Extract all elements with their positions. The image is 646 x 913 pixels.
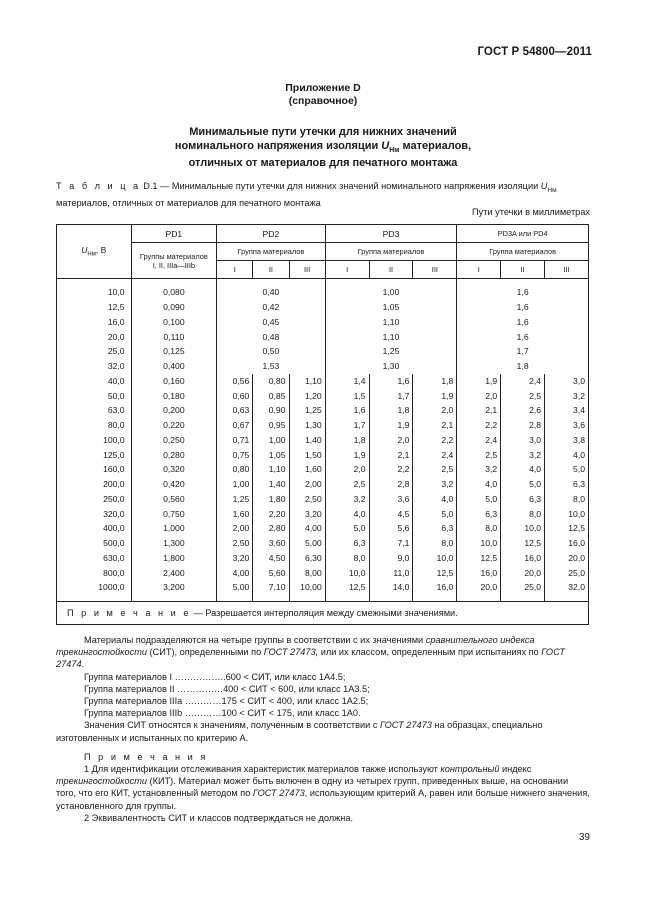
table-cell: 4,0 xyxy=(501,462,545,477)
table-cell: 1,10 xyxy=(325,329,457,344)
table-cell: 2,5 xyxy=(413,462,457,477)
table-row xyxy=(57,418,589,433)
col-pd34-group: Группа материалов xyxy=(457,243,589,261)
table-cell: 1,10 xyxy=(289,374,325,389)
table-cell: 16,0 xyxy=(413,580,457,595)
table-cell: 20,0 xyxy=(457,580,501,595)
table-cell: 2,4 xyxy=(457,433,501,448)
table-cell: 0,750 xyxy=(131,506,217,521)
col-pd2-group: Группа материалов xyxy=(217,243,326,261)
table-row xyxy=(57,388,589,403)
roman-iii: III xyxy=(413,261,457,279)
table-cell: 2,0 xyxy=(369,433,413,448)
table-cell: 4,0 xyxy=(457,477,501,492)
table-row xyxy=(57,359,589,374)
table-cell: 0,56 xyxy=(217,374,253,389)
group-line: Группа материалов IIIb …………100 < СИТ < 175, или класс 1А0. xyxy=(84,708,361,719)
table-row xyxy=(57,551,589,566)
table-row xyxy=(57,374,589,389)
standard-number: ГОСТ Р 54800—2011 xyxy=(477,46,592,58)
table-cell: 200,0 xyxy=(57,477,132,492)
col-pd3: PD3 xyxy=(325,225,457,243)
table-cell: 0,45 xyxy=(217,315,326,330)
table-cell: 2,5 xyxy=(501,388,545,403)
table-cell: 3,2 xyxy=(457,462,501,477)
table-cell: 20,0 xyxy=(545,551,589,566)
table-cell: 0,67 xyxy=(217,418,253,433)
table-cell: 5,00 xyxy=(217,580,253,595)
table-cell: 0,85 xyxy=(253,388,289,403)
roman-ii: II xyxy=(253,261,289,279)
table-cell: 1,800 xyxy=(131,551,217,566)
table-cell: 12,5 xyxy=(457,551,501,566)
table-cell: 1,20 xyxy=(289,388,325,403)
table-cell: 1,05 xyxy=(325,300,457,315)
table-cell: 5,0 xyxy=(325,521,369,536)
table-cell: 6,3 xyxy=(501,492,545,507)
table-cell: 32,0 xyxy=(545,580,589,595)
table-cell: 20,0 xyxy=(501,565,545,580)
annex-title: Приложение D xyxy=(285,82,361,94)
body-text xyxy=(56,634,590,824)
table-cell: 25,0 xyxy=(57,344,132,359)
table-cell: 1,00 xyxy=(253,433,289,448)
table-cell: 4,0 xyxy=(325,506,369,521)
table-cell: 25,0 xyxy=(501,580,545,595)
table-cell: 63,0 xyxy=(57,403,132,418)
table-cell: 3,2 xyxy=(545,388,589,403)
table-cell: 1,10 xyxy=(253,462,289,477)
table-cell: 0,48 xyxy=(217,329,326,344)
col-voltage: $U_{Нм}$, В xyxy=(57,225,132,279)
table-cell: 0,95 xyxy=(253,418,289,433)
table-cell: 3,2 xyxy=(325,492,369,507)
table-cell: 1,25 xyxy=(217,492,253,507)
table-row xyxy=(57,492,589,507)
table-cell: 2,0 xyxy=(325,462,369,477)
table-cell: 4,0 xyxy=(545,447,589,462)
table-cell: 3,20 xyxy=(289,506,325,521)
table-cell: 0,75 xyxy=(217,447,253,462)
table-cell: 500,0 xyxy=(57,536,132,551)
table-cell: 320,0 xyxy=(57,506,132,521)
table-cell: 10,0 xyxy=(325,565,369,580)
table-cell: 800,0 xyxy=(57,565,132,580)
table-cell: 11,0 xyxy=(369,565,413,580)
creepage-table xyxy=(56,224,589,625)
table-cell: 5,0 xyxy=(457,492,501,507)
table-cell: 12,5 xyxy=(501,536,545,551)
table-cell: 1,00 xyxy=(325,285,457,300)
table-cell: 3,4 xyxy=(545,403,589,418)
table-cell: 2,80 xyxy=(253,521,289,536)
table-cell: 0,160 xyxy=(131,374,217,389)
table-cell: 0,280 xyxy=(131,447,217,462)
table-cell: 6,30 xyxy=(289,551,325,566)
annex-note: (справочное) xyxy=(288,95,358,107)
table-cell: 8,0 xyxy=(457,521,501,536)
table-cell: 0,560 xyxy=(131,492,217,507)
table-cell: 1,6 xyxy=(457,300,589,315)
notes-title: П р и м е ч а н и я xyxy=(84,751,208,762)
table-cell: 0,50 xyxy=(217,344,326,359)
table-cell: 1,6 xyxy=(369,374,413,389)
table-cell: 10,0 xyxy=(413,551,457,566)
table-cell: 3,2 xyxy=(413,477,457,492)
table-cell: 0,420 xyxy=(131,477,217,492)
table-cell: 7,10 xyxy=(253,580,289,595)
table-cell: 160,0 xyxy=(57,462,132,477)
heading-line-2: номинального напряжения изоляции $U_{Нм}$ материалов, xyxy=(174,139,472,154)
table-cell: 125,0 xyxy=(57,447,132,462)
table-cell: 2,5 xyxy=(325,477,369,492)
table-cell: 1,05 xyxy=(253,447,289,462)
table-cell: 1,25 xyxy=(289,403,325,418)
table-cell: 5,0 xyxy=(413,506,457,521)
table-cell: 3,0 xyxy=(545,374,589,389)
table-cell: 4,00 xyxy=(217,565,253,580)
table-cell: 3,0 xyxy=(501,433,545,448)
table-cell: 12,5 xyxy=(325,580,369,595)
group-line: Группа материалов I ……………..600 < СИТ, или класс 1А4.5; xyxy=(84,671,346,682)
table-cell: 1,9 xyxy=(325,447,369,462)
table-cell: 14,0 xyxy=(369,580,413,595)
table-cell: 0,180 xyxy=(131,388,217,403)
table-cell: 3,8 xyxy=(545,433,589,448)
paragraph-1: Материалы подразделяются на четыре группы в соответствии с их значениями сравнительного индекса трекингостойкости (СИТ), определенными по ГОСТ 27473, или их классом, определенным при испытаниях по ГОСТ 27474. xyxy=(56,635,566,670)
table-row xyxy=(57,300,589,315)
roman-i: I xyxy=(325,261,369,279)
table-cell: 8,0 xyxy=(325,551,369,566)
table-row xyxy=(57,315,589,330)
table-row xyxy=(57,329,589,344)
table-row xyxy=(57,521,589,536)
table-cell: 4,00 xyxy=(289,521,325,536)
table-row xyxy=(57,447,589,462)
table-cell: 6,3 xyxy=(457,506,501,521)
table-cell: 2,2 xyxy=(413,433,457,448)
table-cell: 1,60 xyxy=(289,462,325,477)
table-cell: 250,0 xyxy=(57,492,132,507)
table-cell: 0,90 xyxy=(253,403,289,418)
table-cell: 0,80 xyxy=(217,462,253,477)
table-cell: 1,60 xyxy=(217,506,253,521)
table-cell: 2,8 xyxy=(369,477,413,492)
roman-ii: II xyxy=(369,261,413,279)
table-cell: 5,0 xyxy=(545,462,589,477)
table-cell: 1,6 xyxy=(325,403,369,418)
table-cell: 1,80 xyxy=(253,492,289,507)
table-row xyxy=(57,462,589,477)
section-heading xyxy=(0,126,646,171)
table-cell: 2,20 xyxy=(253,506,289,521)
table-cell: 2,50 xyxy=(289,492,325,507)
table-cell: 1,50 xyxy=(289,447,325,462)
table-cell: 5,0 xyxy=(501,477,545,492)
table-cell: 20,0 xyxy=(57,329,132,344)
note-2: 2 Эквивалентность СИТ и классов подтверждаться не должна. xyxy=(84,812,354,823)
table-cell: 1000,0 xyxy=(57,580,132,595)
table-cell: 1,10 xyxy=(325,315,457,330)
table-cell: 0,110 xyxy=(131,329,217,344)
table-cell: 6,3 xyxy=(545,477,589,492)
table-cell: 5,6 xyxy=(369,521,413,536)
table-cell: 2,5 xyxy=(457,447,501,462)
table-cell: 1,53 xyxy=(217,359,326,374)
table-cell: 1,40 xyxy=(253,477,289,492)
table-cell: 2,0 xyxy=(413,403,457,418)
table-row xyxy=(57,506,589,521)
table-cell: 16,0 xyxy=(501,551,545,566)
group-line: Группа материалов IIIa …………175 < СИТ < 400, или класс 1А2.5; xyxy=(84,696,369,707)
table-cell: 1,000 xyxy=(131,521,217,536)
table-cell: 1,40 xyxy=(289,433,325,448)
table-cell: 0,090 xyxy=(131,300,217,315)
table-cell: 2,8 xyxy=(501,418,545,433)
table-cell: 1,4 xyxy=(325,374,369,389)
table-cell: 2,0 xyxy=(457,388,501,403)
table-cell: 2,00 xyxy=(289,477,325,492)
table-cell: 5,00 xyxy=(289,536,325,551)
table-cell: 10,0 xyxy=(501,521,545,536)
table-cell: 1,30 xyxy=(325,359,457,374)
table-cell: 630,0 xyxy=(57,551,132,566)
table-cell: 0,220 xyxy=(131,418,217,433)
table-row xyxy=(57,285,589,300)
roman-i: I xyxy=(217,261,253,279)
table-cell: 2,6 xyxy=(501,403,545,418)
table-cell: 9,0 xyxy=(369,551,413,566)
table-cell: 0,125 xyxy=(131,344,217,359)
table-cell: 1,8 xyxy=(369,403,413,418)
table-body xyxy=(57,285,589,595)
table-cell: 0,200 xyxy=(131,403,217,418)
table-cell: 1,8 xyxy=(457,359,589,374)
table-cell: 32,0 xyxy=(57,359,132,374)
table-cell: 1,30 xyxy=(289,418,325,433)
table-cell: 100,0 xyxy=(57,433,132,448)
table-cell: 0,80 xyxy=(253,374,289,389)
table-row xyxy=(57,565,589,580)
table-cell: 0,320 xyxy=(131,462,217,477)
table-cell: 3,200 xyxy=(131,580,217,595)
table-cell: 3,2 xyxy=(501,447,545,462)
table-cell: 3,60 xyxy=(253,536,289,551)
table-cell: 40,0 xyxy=(57,374,132,389)
annex-heading xyxy=(0,82,646,108)
table-cell: 0,400 xyxy=(131,359,217,374)
table-cell: 0,100 xyxy=(131,315,217,330)
table-cell: 16,0 xyxy=(545,536,589,551)
table-cell: 2,1 xyxy=(369,447,413,462)
page-number: 39 xyxy=(578,832,590,843)
table-cell: 1,00 xyxy=(217,477,253,492)
table-cell: 4,50 xyxy=(253,551,289,566)
note-1: 1 Для идентификации отслеживания характеристик материалов также используют контрольный индекс трекингостойкости (КИТ). Материал может быть включен в одну из четырех групп, приведенных выше, на основании того, что его КИТ, установленный методом по ГОСТ 27473, использующим критерий А, равен или больше нижнего значения, установленного для группы. xyxy=(56,764,590,811)
table-cell: 8,00 xyxy=(289,565,325,580)
table-cell: 2,50 xyxy=(217,536,253,551)
paragraph-2: Значения СИТ относятся к значениям, полученным в соответствии с ГОСТ 27473 на образцах, специально изготовленных и испытанных по критерию А. xyxy=(56,720,543,743)
table-cell: 1,300 xyxy=(131,536,217,551)
table-cell: 3,6 xyxy=(369,492,413,507)
roman-ii: II xyxy=(501,261,545,279)
table-cell: 2,400 xyxy=(131,565,217,580)
table-cell: 8,0 xyxy=(413,536,457,551)
roman-iii: III xyxy=(545,261,589,279)
group-line: Группа материалов II ……………400 < СИТ < 600, или класс 1А3.5; xyxy=(84,683,370,694)
heading-line-1: Минимальные пути утечки для нижних значений xyxy=(189,126,457,138)
table-cell: 2,2 xyxy=(457,418,501,433)
table-cell: 1,9 xyxy=(457,374,501,389)
table-cell: 10,0 xyxy=(545,506,589,521)
table-cell: 8,0 xyxy=(501,506,545,521)
table-cell: 2,1 xyxy=(413,418,457,433)
table-cell: 8,0 xyxy=(545,492,589,507)
table-cell: 10,0 xyxy=(457,536,501,551)
table-cell: 5,60 xyxy=(253,565,289,580)
table-cell: 16,0 xyxy=(57,315,132,330)
table-cell: 1,6 xyxy=(457,315,589,330)
col-pd1: PD1 xyxy=(131,225,217,243)
table-cell: 10,00 xyxy=(289,580,325,595)
table-cell: 50,0 xyxy=(57,388,132,403)
table-cell: 4,5 xyxy=(369,506,413,521)
table-cell: 4,0 xyxy=(413,492,457,507)
table-cell: 1,9 xyxy=(413,388,457,403)
table-cell: 1,5 xyxy=(325,388,369,403)
roman-i: I xyxy=(457,261,501,279)
table-cell: 10,0 xyxy=(57,285,132,300)
table-cell: 2,00 xyxy=(217,521,253,536)
table-row xyxy=(57,403,589,418)
table-row xyxy=(57,536,589,551)
table-cell: 12,5 xyxy=(545,521,589,536)
table-cell: 0,63 xyxy=(217,403,253,418)
table-cell: 7,1 xyxy=(369,536,413,551)
table-row xyxy=(57,580,589,595)
table-cell: 1,9 xyxy=(369,418,413,433)
table-cell: 0,250 xyxy=(131,433,217,448)
table-note: П р и м е ч а н и е — Разрешается интерполяция между смежными значениями. xyxy=(57,601,589,624)
table-cell: 1,25 xyxy=(325,344,457,359)
table-cell: 1,8 xyxy=(413,374,457,389)
table-row xyxy=(57,344,589,359)
table-cell: 12,5 xyxy=(57,300,132,315)
table-cell: 1,8 xyxy=(325,433,369,448)
table-cell: 0,42 xyxy=(217,300,326,315)
table-cell: 2,4 xyxy=(501,374,545,389)
table-cell: 2,1 xyxy=(457,403,501,418)
table-cell: 1,6 xyxy=(457,329,589,344)
table-cell: 6,3 xyxy=(325,536,369,551)
table-cell: 12,5 xyxy=(413,565,457,580)
table-row xyxy=(57,477,589,492)
table-cell: 25,0 xyxy=(545,565,589,580)
table-cell: 2,4 xyxy=(413,447,457,462)
col-pd34: PD3A или PD4 xyxy=(457,225,589,243)
table-cell: 0,60 xyxy=(217,388,253,403)
table-cell: 1,6 xyxy=(457,285,589,300)
table-cell: 3,20 xyxy=(217,551,253,566)
table-cell: 0,71 xyxy=(217,433,253,448)
col-pd3-group: Группа материалов xyxy=(325,243,457,261)
table-cell: 16,0 xyxy=(457,565,501,580)
table-cell: 1,7 xyxy=(457,344,589,359)
units-label: Пути утечки в миллиметрах xyxy=(472,207,590,217)
table-cell: 80,0 xyxy=(57,418,132,433)
table-cell: 1,7 xyxy=(369,388,413,403)
table-cell: 0,080 xyxy=(131,285,217,300)
heading-line-3: отличных от материалов для печатного монтажа xyxy=(188,157,458,170)
table-cell: 1,7 xyxy=(325,418,369,433)
table-cell: 0,40 xyxy=(217,285,326,300)
table-cell: 3,6 xyxy=(545,418,589,433)
table-row xyxy=(57,433,589,448)
table-caption: Т а б л и ц а D.1 — Минимальные пути утечки для нижних значений номинального напряжения изоляции $U_{Нм}$ материалов, отличных от материалов для печатного монтажа xyxy=(56,181,557,208)
col-pd1-groups: Группы материалов I, II, IIIa—IIIb xyxy=(131,243,217,279)
table-cell: 2,2 xyxy=(369,462,413,477)
roman-iii: III xyxy=(289,261,325,279)
table-cell: 400,0 xyxy=(57,521,132,536)
col-pd2: PD2 xyxy=(217,225,326,243)
table-cell: 6,3 xyxy=(413,521,457,536)
